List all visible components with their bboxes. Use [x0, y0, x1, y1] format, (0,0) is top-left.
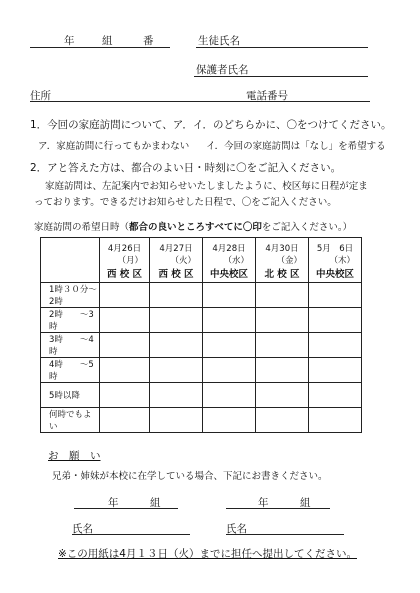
nen-label: 年 — [64, 35, 75, 47]
schedule-title — [34, 219, 352, 233]
sibling1-nen: 年 — [108, 497, 119, 509]
col-day: （金） — [276, 256, 302, 266]
col-day: （木） — [329, 256, 355, 266]
schedule-cell[interactable] — [203, 408, 256, 433]
col-school: 西 校 区 — [106, 269, 143, 280]
schedule-cell[interactable] — [309, 383, 362, 408]
col-day: （月） — [117, 256, 143, 266]
col-date: 5月 6日 — [316, 244, 354, 254]
schedule-cell[interactable] — [309, 358, 362, 383]
schedule-col-0 — [100, 238, 150, 283]
schedule-cell[interactable] — [100, 283, 150, 308]
schedule-row — [41, 358, 362, 383]
request-text: 兄弟・姉妹が本校に在学している場合、下記にお書きください。 — [52, 471, 328, 482]
schedule-cell[interactable] — [203, 358, 256, 383]
schedule-cell[interactable] — [309, 333, 362, 358]
sibling2-name-line[interactable] — [226, 534, 344, 535]
schedule-cell[interactable] — [100, 383, 150, 408]
schedule-cell[interactable] — [256, 408, 309, 433]
sibling1-class-line[interactable] — [74, 508, 178, 509]
schedule-table — [40, 237, 362, 433]
schedule-row — [41, 308, 362, 333]
row-label: 3時 ～4時 — [41, 333, 100, 358]
schedule-cell[interactable] — [256, 308, 309, 333]
schedule-cell[interactable] — [150, 333, 203, 358]
schedule-cell[interactable] — [150, 383, 203, 408]
footer-note: ※この用紙は4月１３日（火）までに担任へ提出してください。 — [58, 548, 357, 560]
schedule-cell[interactable] — [256, 333, 309, 358]
q1-option-i[interactable]: イ．今回の家庭訪問は「なし」を希望する — [206, 141, 386, 152]
phone-label: 電話番号 — [246, 90, 288, 102]
schedule-col-2 — [203, 238, 256, 283]
student-name-line[interactable] — [196, 47, 368, 48]
row-label: 1時３０分～2時 — [41, 283, 100, 308]
schedule-cell[interactable] — [203, 308, 256, 333]
schedule-cell[interactable] — [100, 358, 150, 383]
q1-text: 1．今回の家庭訪問について、ア．イ．のどちらかに、〇をつけてください。 — [30, 119, 392, 131]
q2-line3: っております。できるだけお知らせした日程で、〇をご記入ください。 — [34, 197, 337, 208]
q1-option-a[interactable]: ア．家庭訪問に行ってもかまわない — [38, 141, 190, 152]
schedule-title-prefix: 家庭訪問の希望日時（ — [34, 222, 130, 233]
schedule-cell[interactable] — [150, 308, 203, 333]
schedule-row — [41, 333, 362, 358]
schedule-cell[interactable] — [100, 333, 150, 358]
col-school: 西 校 区 — [158, 269, 194, 280]
schedule-col-3 — [256, 238, 309, 283]
schedule-col-1 — [150, 238, 203, 283]
schedule-header-row — [41, 238, 362, 283]
kumi-label: 組 — [102, 35, 113, 47]
schedule-row — [41, 383, 362, 408]
sibling2-name-label: 氏名 — [226, 523, 247, 535]
schedule-cell[interactable] — [150, 408, 203, 433]
sibling2-kumi: 組 — [300, 497, 311, 509]
row-label: 5時以降 — [41, 383, 100, 408]
address-label: 住所 — [30, 90, 51, 102]
schedule-cell[interactable] — [309, 308, 362, 333]
col-school: 北 校 区 — [264, 269, 300, 280]
schedule-cell[interactable] — [309, 283, 362, 308]
schedule-title-bold: 都合の良いところすべてに〇印 — [129, 222, 262, 233]
schedule-cell[interactable] — [150, 358, 203, 383]
sibling1-kumi: 組 — [150, 497, 161, 509]
schedule-col-4 — [309, 238, 362, 283]
sibling2-class-line[interactable] — [226, 508, 330, 509]
schedule-cell[interactable] — [256, 283, 309, 308]
col-date: 4月26日 — [107, 244, 142, 254]
col-school: 中央校区 — [315, 269, 354, 280]
row-label: 何時でもよい — [41, 408, 100, 433]
guardian-name-label: 保護者氏名 — [196, 64, 249, 76]
schedule-cell[interactable] — [203, 283, 256, 308]
row-label: 4時 ～5時 — [41, 358, 100, 383]
guardian-name-line[interactable] — [194, 76, 368, 77]
sibling2-nen: 年 — [258, 497, 269, 509]
schedule-cell[interactable] — [256, 358, 309, 383]
class-line — [30, 47, 170, 48]
schedule-cell[interactable] — [100, 408, 150, 433]
schedule-row — [41, 408, 362, 433]
col-day: （火） — [170, 256, 196, 266]
col-day: （水） — [223, 256, 249, 266]
q2-line2: 家庭訪問は、左記案内でお知らせいたしましたように、校区毎に日程が定ま — [45, 181, 368, 192]
col-date: 4月28日 — [212, 244, 246, 254]
row-label: 2時 ～3時 — [41, 308, 100, 333]
schedule-cell[interactable] — [203, 383, 256, 408]
request-heading: お 願 い — [48, 450, 101, 462]
schedule-cell[interactable] — [150, 283, 203, 308]
schedule-title-suffix: をご記入ください。） — [261, 222, 353, 233]
schedule-corner-cell — [41, 238, 100, 283]
schedule-cell[interactable] — [100, 308, 150, 333]
sibling1-name-line[interactable] — [72, 534, 190, 535]
student-name-label: 生徒氏名 — [198, 35, 240, 47]
ban-label: 番 — [143, 35, 154, 47]
col-date: 4月30日 — [265, 244, 299, 254]
col-school: 中央校区 — [209, 269, 248, 280]
schedule-cell[interactable] — [203, 333, 256, 358]
address-phone-line[interactable] — [30, 101, 370, 102]
sibling1-name-label: 氏名 — [72, 523, 93, 535]
q2-line1: 2．アと答えた方は、都合のよい日・時刻に〇をご記入ください。 — [30, 162, 342, 174]
schedule-row — [41, 283, 362, 308]
col-date: 4月27日 — [159, 244, 193, 254]
schedule-cell[interactable] — [309, 408, 362, 433]
schedule-cell[interactable] — [256, 383, 309, 408]
